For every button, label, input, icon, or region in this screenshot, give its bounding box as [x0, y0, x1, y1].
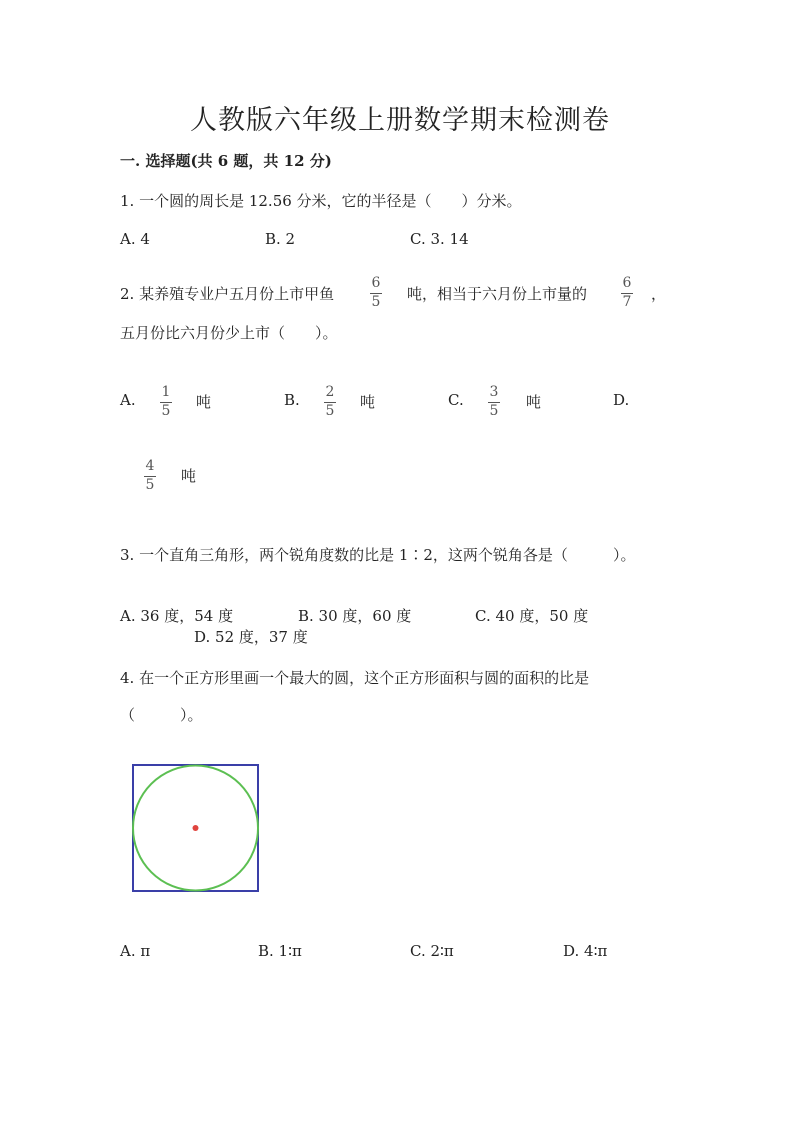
- q3-stem: 3. 一个直角三角形，两个锐角度数的比是 1∶2，这两个锐角各是（ ）。: [120, 546, 636, 564]
- q2-option-c-numerator: 3: [489, 384, 499, 400]
- q2-option-a-denominator: 5: [161, 403, 171, 419]
- q4-option-a: A. π: [120, 942, 151, 960]
- q3-option-c: C. 40 度，50 度: [475, 607, 589, 625]
- q2-stem-part3: ，: [651, 285, 667, 303]
- q2-fraction-2-denominator: 7: [622, 294, 632, 310]
- q2-option-b-numerator: 2: [325, 384, 335, 400]
- q2-option-b-fraction: [324, 385, 336, 419]
- q4-option-d: D. 4∶π: [563, 942, 608, 960]
- q3-option-a: A. 36 度，54 度: [120, 607, 234, 625]
- q2-option-b-denominator: 5: [325, 403, 335, 419]
- q2-fraction-2-numerator: 6: [622, 275, 632, 291]
- q2-fraction-1-numerator: 6: [371, 275, 381, 291]
- q2-option-d-numerator: 4: [145, 458, 155, 474]
- q2-option-a-fraction: [160, 385, 172, 419]
- page-title: 人教版六年级上册数学期末检测卷: [190, 105, 610, 136]
- q2-stem-part1: 2. 某养殖专业户五月份上市甲鱼: [120, 285, 335, 303]
- square-inscribed-circle-figure: [128, 760, 268, 896]
- q1-option-b: B. 2: [265, 230, 296, 248]
- q2-option-d-fraction: [144, 459, 156, 493]
- figure-center-dot: [193, 825, 199, 831]
- q2-fraction-2: [621, 276, 633, 310]
- q2-option-c-fraction: [488, 385, 500, 419]
- q1-option-a: A. 4: [120, 230, 150, 248]
- q1-stem: 1. 一个圆的周长是 12.56 分米，它的半径是（ ）分米。: [120, 192, 522, 210]
- q2-option-a-unit: 吨: [196, 393, 212, 411]
- q2-option-b-unit: 吨: [360, 393, 376, 411]
- q2-stem-part2: 吨，相当于六月份上市量的: [407, 285, 588, 303]
- q4-option-c: C. 2∶π: [410, 942, 454, 960]
- q2-option-b-label: B.: [284, 391, 300, 409]
- q2-option-c-denominator: 5: [489, 403, 499, 419]
- q2-option-d-label: D.: [613, 391, 630, 409]
- q2-option-a-label: A.: [120, 391, 136, 409]
- q1-option-c: C. 3. 14: [410, 230, 469, 248]
- q4-stem-line2: （ ）。: [120, 706, 203, 724]
- q4-option-b: B. 1∶π: [258, 942, 302, 960]
- q2-fraction-1-denominator: 5: [371, 294, 381, 310]
- q2-stem-line2: 五月份比六月份少上市（ ）。: [120, 324, 338, 342]
- q2-option-d-unit: 吨: [181, 467, 197, 485]
- q3-option-d: D. 52 度，37 度: [194, 628, 308, 646]
- q2-option-a-numerator: 1: [161, 384, 171, 400]
- q4-stem: 4. 在一个正方形里画一个最大的圆，这个正方形面积与圆的面积的比是: [120, 669, 590, 687]
- section-heading: 一. 选择题(共 6 题，共 12 分): [120, 152, 332, 170]
- q2-option-c-label: C.: [448, 391, 464, 409]
- q2-option-d-denominator: 5: [145, 477, 155, 493]
- q2-fraction-1: [370, 276, 382, 310]
- q3-option-b: B. 30 度，60 度: [298, 607, 412, 625]
- q2-option-c-unit: 吨: [526, 393, 542, 411]
